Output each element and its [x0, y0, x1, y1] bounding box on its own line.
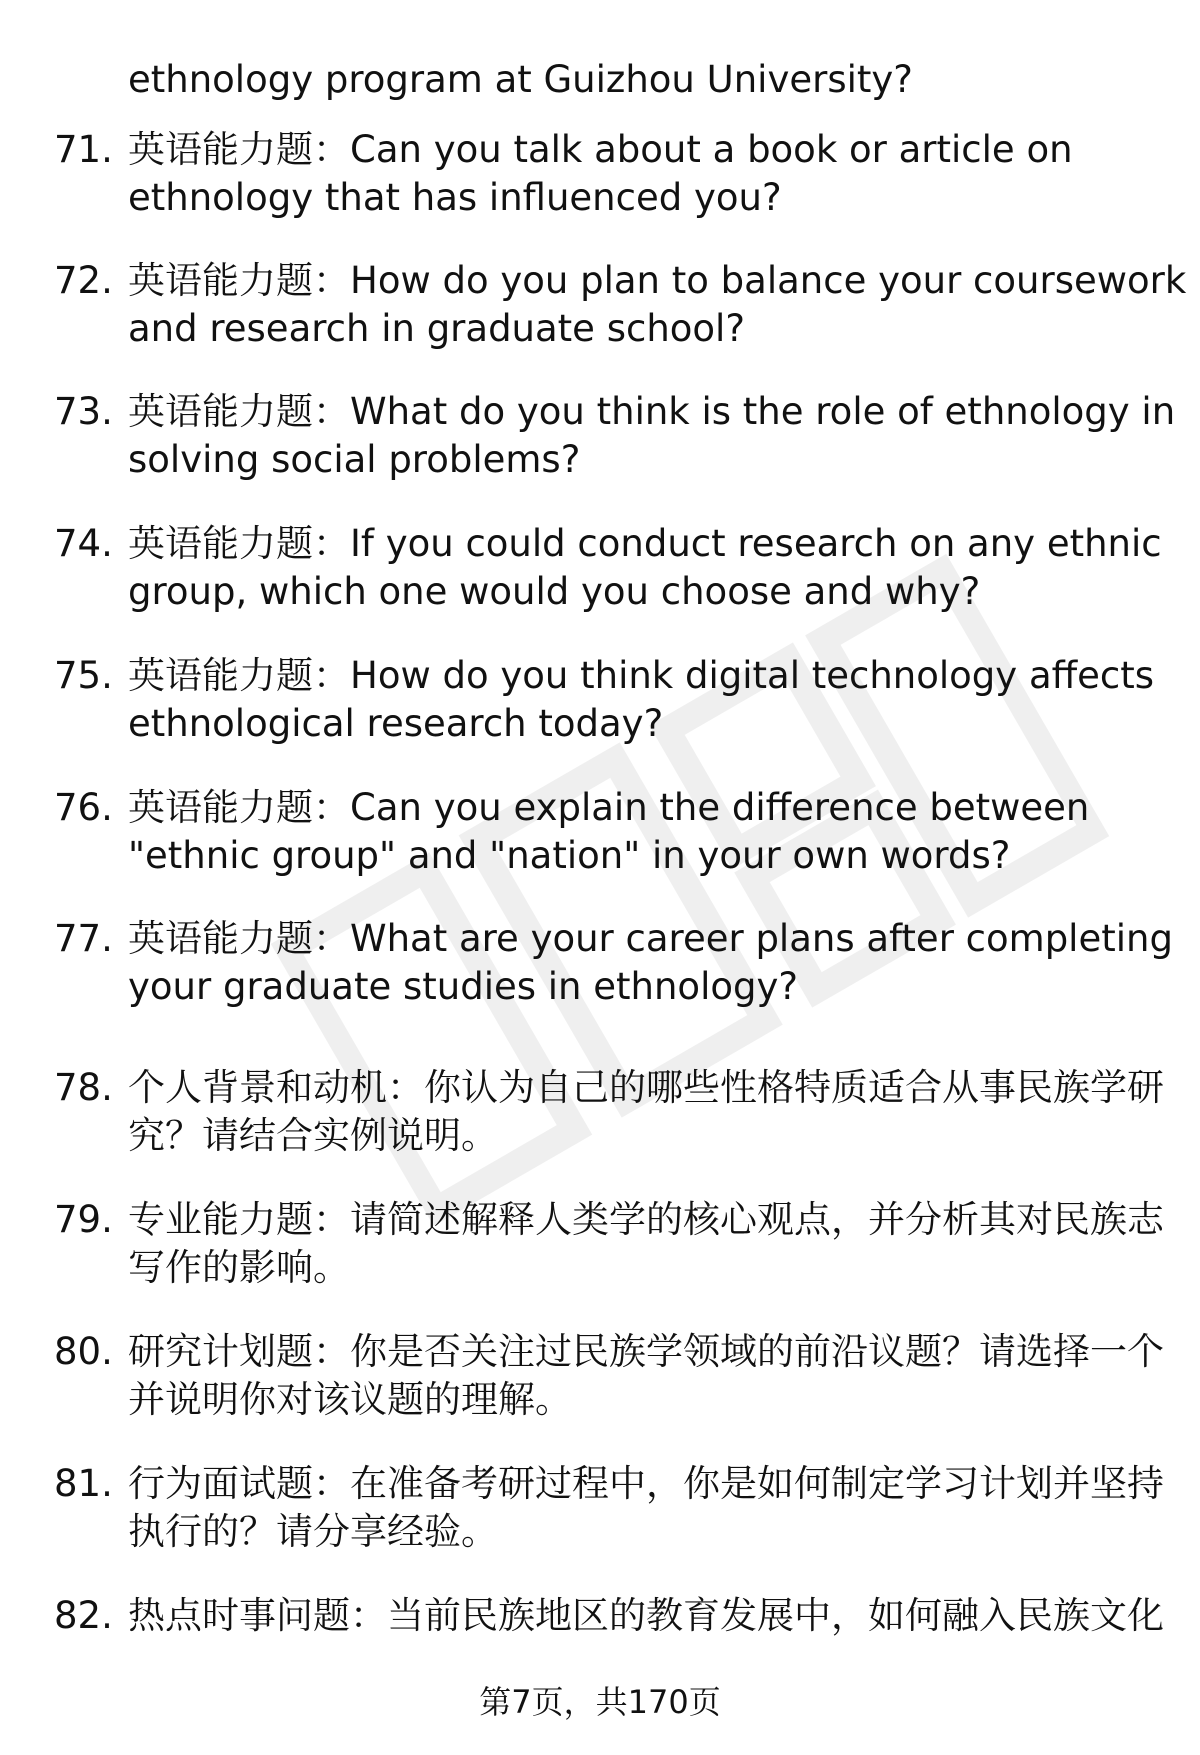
- question-number: 74.: [54, 522, 113, 565]
- question-text-line: 行为面试题：在准备考研过程中，你是如何制定学习计划并坚持: [128, 1462, 1164, 1505]
- question-number: 73.: [54, 390, 113, 433]
- question-number: 79.: [54, 1198, 113, 1241]
- question-text-line: group, which one would you choose and why?: [128, 570, 981, 613]
- question-text-line: your graduate studies in ethnology?: [128, 965, 799, 1008]
- question-number: 76.: [54, 786, 113, 829]
- question-text-line: 专业能力题：请简述解释人类学的核心观点，并分析其对民族志: [128, 1198, 1164, 1241]
- question-text-line: 英语能力题：How do you think digital technology affects: [128, 654, 1155, 697]
- page-number-footer: 第7页，共170页: [479, 1683, 721, 1721]
- question-text-line: 个人背景和动机：你认为自己的哪些性格特质适合从事民族学研: [128, 1066, 1164, 1109]
- question-text-line: 热点时事问题：当前民族地区的教育发展中，如何融入民族文化: [128, 1594, 1164, 1637]
- question-text-line: 执行的？请分享经验。: [128, 1510, 498, 1553]
- question-text-line: 英语能力题：If you could conduct research on any ethnic: [128, 522, 1162, 565]
- continued-question-text: ethnology program at Guizhou University?: [128, 58, 913, 101]
- question-text-line: solving social problems?: [128, 438, 581, 481]
- question-text-line: and research in graduate school?: [128, 307, 745, 350]
- question-number: 75.: [54, 654, 113, 697]
- question-text-line: 英语能力题：What are your career plans after completing: [128, 917, 1173, 960]
- question-number: 78.: [54, 1066, 113, 1109]
- question-number: 77.: [54, 917, 113, 960]
- question-text-line: "ethnic group" and "nation" in your own words?: [128, 834, 1011, 877]
- question-text-line: 英语能力题：Can you talk about a book or article on: [128, 128, 1073, 171]
- question-number: 80.: [54, 1330, 113, 1373]
- question-text-line: 研究计划题：你是否关注过民族学领域的前沿议题？请选择一个: [128, 1330, 1164, 1373]
- question-text-line: 英语能力题：Can you explain the difference between: [128, 786, 1090, 829]
- question-text-line: ethnology that has influenced you?: [128, 176, 782, 219]
- question-number: 82.: [54, 1594, 113, 1637]
- question-number: 72.: [54, 259, 113, 302]
- question-text-line: 英语能力题：What do you think is the role of ethnology in: [128, 390, 1176, 433]
- question-text-line: 英语能力题：How do you plan to balance your coursework: [128, 259, 1187, 302]
- question-text-line: ethnological research today?: [128, 702, 664, 745]
- question-text-line: 究？请结合实例说明。: [128, 1114, 498, 1157]
- question-text-line: 写作的影响。: [128, 1246, 350, 1289]
- question-number: 71.: [54, 128, 113, 171]
- question-text-line: 并说明你对该议题的理解。: [128, 1378, 572, 1421]
- question-number: 81.: [54, 1462, 113, 1505]
